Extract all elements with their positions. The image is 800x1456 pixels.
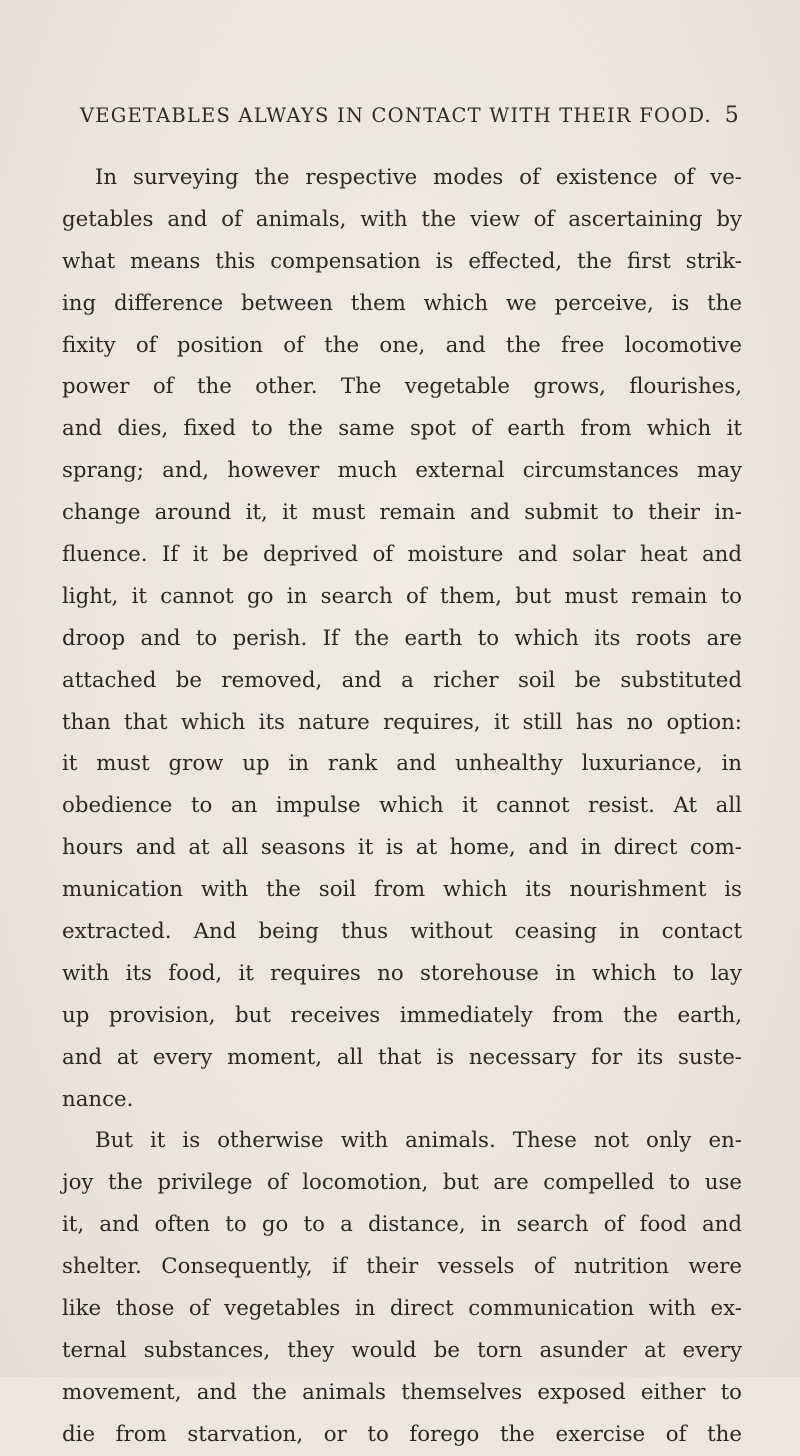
text-line: ing difference between them which we perceive, is the — [62, 290, 742, 316]
text-line: obedience to an impulse which it cannot resist. At all — [62, 793, 742, 819]
text-line: movement, and the animals themselves exposed either to — [62, 1379, 742, 1405]
text-line: it must grow up in rank and unhealthy luxuriance, in — [62, 751, 742, 777]
text-line: sprang; and, however much external circumstances may — [62, 458, 742, 484]
page-number: 5 — [724, 103, 740, 128]
text-line: with its food, it requires no storehouse in which to lay — [62, 960, 742, 986]
text-line: extracted. And being thus without ceasing in contact — [62, 919, 742, 945]
text-line: ternal substances, they would be torn asunder at every — [62, 1337, 742, 1363]
text-line: fluence. If it be deprived of moisture and solar heat and — [62, 542, 742, 568]
text-line: attached be removed, and a richer soil be substituted — [62, 667, 742, 693]
text-line: power of the other. The vegetable grows, flourishes, — [62, 374, 742, 400]
text-line: die from starvation, or to forego the exercise of the — [62, 1421, 742, 1447]
text-line: like those of vegetables in direct communication with ex- — [62, 1296, 742, 1322]
text-line: and dies, fixed to the same spot of earth from which it — [62, 416, 742, 442]
text-line: nance. — [62, 1086, 134, 1112]
text-line: what means this compensation is effected, the first strik- — [62, 248, 742, 274]
paragraph-2 — [62, 1120, 742, 1455]
running-title: VEGETABLES ALWAYS IN CONTACT WITH THEIR FOOD. — [80, 104, 712, 127]
text-line: getables and of animals, with the view of ascertaining by — [62, 206, 742, 232]
running-header — [80, 103, 740, 143]
text-line: But it is otherwise with animals. These not only en- — [95, 1128, 742, 1154]
text-line: up provision, but receives immediately from the earth, — [62, 1002, 742, 1028]
paragraph-1 — [62, 157, 742, 1120]
text-line: light, it cannot go in search of them, but must remain to — [62, 583, 742, 609]
text-line: fixity of position of the one, and the free locomotive — [62, 332, 742, 358]
text-line: shelter. Consequently, if their vessels of nutrition were — [62, 1254, 742, 1280]
text-line: munication with the soil from which its nourishment is — [62, 877, 742, 903]
text-line: hours and at all seasons it is at home, and in direct com- — [62, 835, 742, 861]
text-line: than that which its nature requires, it still has no option: — [62, 709, 742, 735]
text-line: joy the privilege of locomotion, but are compelled to use — [62, 1170, 742, 1196]
text-line: and at every moment, all that is necessary for its suste- — [62, 1044, 742, 1070]
body-text — [62, 157, 742, 1456]
text-line: it, and often to go to a distance, in search of food and — [62, 1212, 742, 1238]
text-line: droop and to perish. If the earth to which its roots are — [62, 625, 742, 651]
text-line: In surveying the respective modes of existence of ve- — [95, 165, 742, 190]
text-line: change around it, it must remain and submit to their in- — [62, 500, 742, 526]
